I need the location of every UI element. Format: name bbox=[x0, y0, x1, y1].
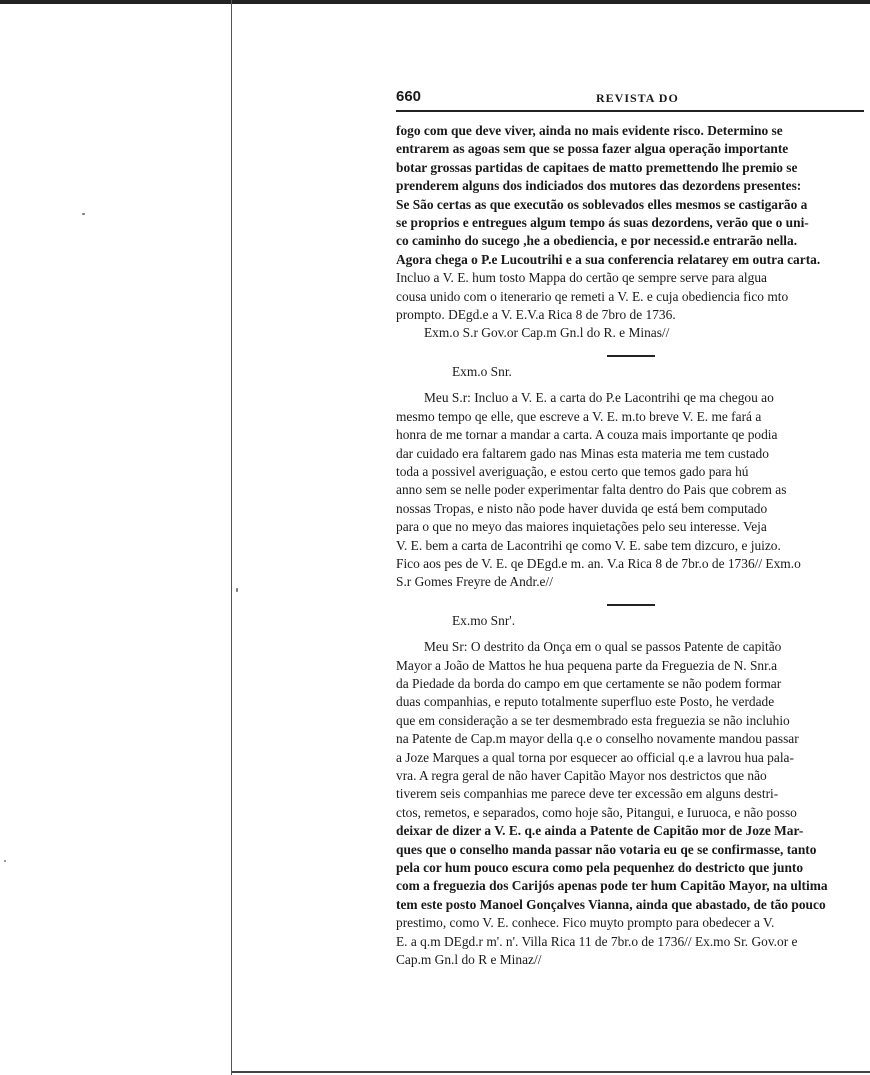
text-line: vra. A regra geral de não haver Capitão Mayor nos destrictos que não bbox=[396, 768, 767, 783]
text-line: Incluo a V. E. hum tosto Mappa do certão qe sempre serve para algua bbox=[396, 270, 767, 286]
text-line: da Piedade da borda do campo em que certamente se não podem formar bbox=[396, 675, 782, 691]
closing-line: Exm.o S.r Gov.or Cap.m Gn.l do R. e Minas// bbox=[424, 325, 670, 341]
text-line: Fico aos pes de V. E. qe DEgd.e m. an. V.a Rica 8 de 7br.o de 1736// Exm.o bbox=[396, 555, 801, 571]
text-line: co caminho do sucego ,he a obediencia, e por necessid.e entrarão nella. bbox=[396, 233, 798, 249]
text-line: pela cor hum pouco escura como pela pequenhez do destricto que junto bbox=[396, 860, 804, 876]
text-line: Meu Sr: O destrito da Onça em o qual se passos Patente de capitão bbox=[424, 639, 782, 655]
text-line: cousa unido com o itenerario qe remeti a V. E. e cuja obediencia fico mto bbox=[396, 288, 789, 304]
letter-1 bbox=[396, 122, 864, 343]
top-edge-rule bbox=[0, 0, 870, 4]
text-line: Cap.m Gn.l do R e Minaz// bbox=[396, 952, 542, 968]
text-line: ctos, remetos, e separados, como hoje são, Pitangui, e Iuruoca, e não posso bbox=[396, 804, 797, 820]
text-line: prenderem alguns dos indiciados dos mutores das dezordens presentes: bbox=[396, 178, 802, 194]
running-header bbox=[396, 88, 864, 112]
salutation: Exm.o Snr. bbox=[452, 363, 512, 379]
bottom-edge-rule bbox=[232, 1071, 870, 1073]
text-line: tem este posto Manoel Gonçalves Vianna, ainda que abastado, de tão pouco bbox=[396, 896, 826, 912]
letter-3 bbox=[396, 638, 864, 969]
text-line: Meu S.r: Incluo a V. E. a carta do P.e Lacontrihi qe ma chegou ao bbox=[424, 390, 774, 406]
text-line: dar cuidado era faltarem gado nas Minas esta materia me tem custado bbox=[396, 445, 769, 461]
section-divider bbox=[607, 355, 655, 357]
text-line: deixar de dizer a V. E. q.e ainda a Patente de Capitão mor de Joze Mar- bbox=[396, 823, 804, 839]
scan-speck bbox=[4, 860, 6, 862]
scan-speck bbox=[236, 588, 238, 592]
text-line: mesmo tempo qe elle, que escreve a V. E. m.to breve V. E. me fará a bbox=[396, 408, 762, 424]
text-line: toda a possivel averiguação, e estou certo que temos gado para hú bbox=[396, 463, 749, 479]
text-line: tiverem seis companhias me parece deve ter excessão em alguns destri- bbox=[396, 786, 779, 802]
scan-speck bbox=[82, 213, 85, 215]
text-line: se proprios e entregues algum tempo ás suas dezordens, verão que o uni- bbox=[396, 215, 809, 231]
letter-2 bbox=[396, 389, 864, 591]
text-line: E. a q.m DEgd.r m'. n'. Villa Rica 11 de 7br.o de 1736// Ex.mo Sr. Gov.or e bbox=[396, 933, 798, 949]
text-line: honra de me tornar a mandar a carta. A couza mais importante qe podia bbox=[396, 427, 778, 443]
page-number: 660 bbox=[396, 88, 422, 105]
text-line: Agora chega o P.e Lucoutrihi e a sua conferencia relatarey em outra carta. bbox=[396, 251, 821, 267]
text-line: ques que o conselho manda passar não votaria eu qe se confirmasse, tanto bbox=[396, 841, 817, 857]
text-line: nossas Tropas, e nisto não pode haver duvida qe está bem computado bbox=[396, 500, 768, 516]
book-page bbox=[396, 88, 864, 969]
text-line: Se São certas as que executão os soblevados elles mesmos se castigarão a bbox=[396, 196, 808, 212]
text-line: duas companhias, e reputo totalmente superfluo este Posto, he verdade bbox=[396, 694, 775, 710]
salutation: Ex.mo Snr'. bbox=[452, 612, 516, 628]
text-line: a Joze Marques a qual torna por esquecer ao official q.e a lavrou hua pala- bbox=[396, 749, 794, 765]
running-title: REVISTA DO bbox=[596, 91, 679, 105]
text-line: que em consideração a se ter desmembrado esta freguezia se não incluhio bbox=[396, 712, 790, 728]
text-line: S.r Gomes Freyre de Andr.e// bbox=[396, 574, 553, 590]
text-line: botar grossas partidas de capitaes de matto premettendo lhe premio se bbox=[396, 159, 798, 175]
text-line: para o que no meyo das maiores inquietações pelo seu interesse. Veja bbox=[396, 519, 767, 535]
page-gutter-line bbox=[231, 0, 232, 1075]
text-line: Mayor a João de Mattos he hua pequena parte da Freguezia de N. Snr.a bbox=[396, 657, 778, 673]
text-line: prompto. DEgd.e a V. E.V.a Rica 8 de 7bro de 1736. bbox=[396, 307, 676, 323]
text-line: com a freguezia dos Carijós apenas pode ter hum Capitão Mayor, na ultima bbox=[396, 878, 828, 894]
section-divider bbox=[607, 604, 655, 606]
text-line: entrarem as agoas sem que se possa fazer algua operação importante bbox=[396, 141, 789, 157]
text-line: prestimo, como V. E. conhece. Fico muyto prompto para obedecer a V. bbox=[396, 915, 775, 931]
text-line: fogo com que deve viver, ainda no mais evidente risco. Determino se bbox=[396, 123, 783, 138]
text-line: na Patente de Cap.m mayor della q.e o conselho novamente mandou passar bbox=[396, 731, 799, 747]
text-line: anno sem se nelle poder experimentar falta dentro do Pais que cobrem as bbox=[396, 482, 787, 498]
text-line: V. E. bem a carta de Lacontrihi qe como V. E. sabe tem dizcuro, e juizo. bbox=[396, 537, 781, 553]
